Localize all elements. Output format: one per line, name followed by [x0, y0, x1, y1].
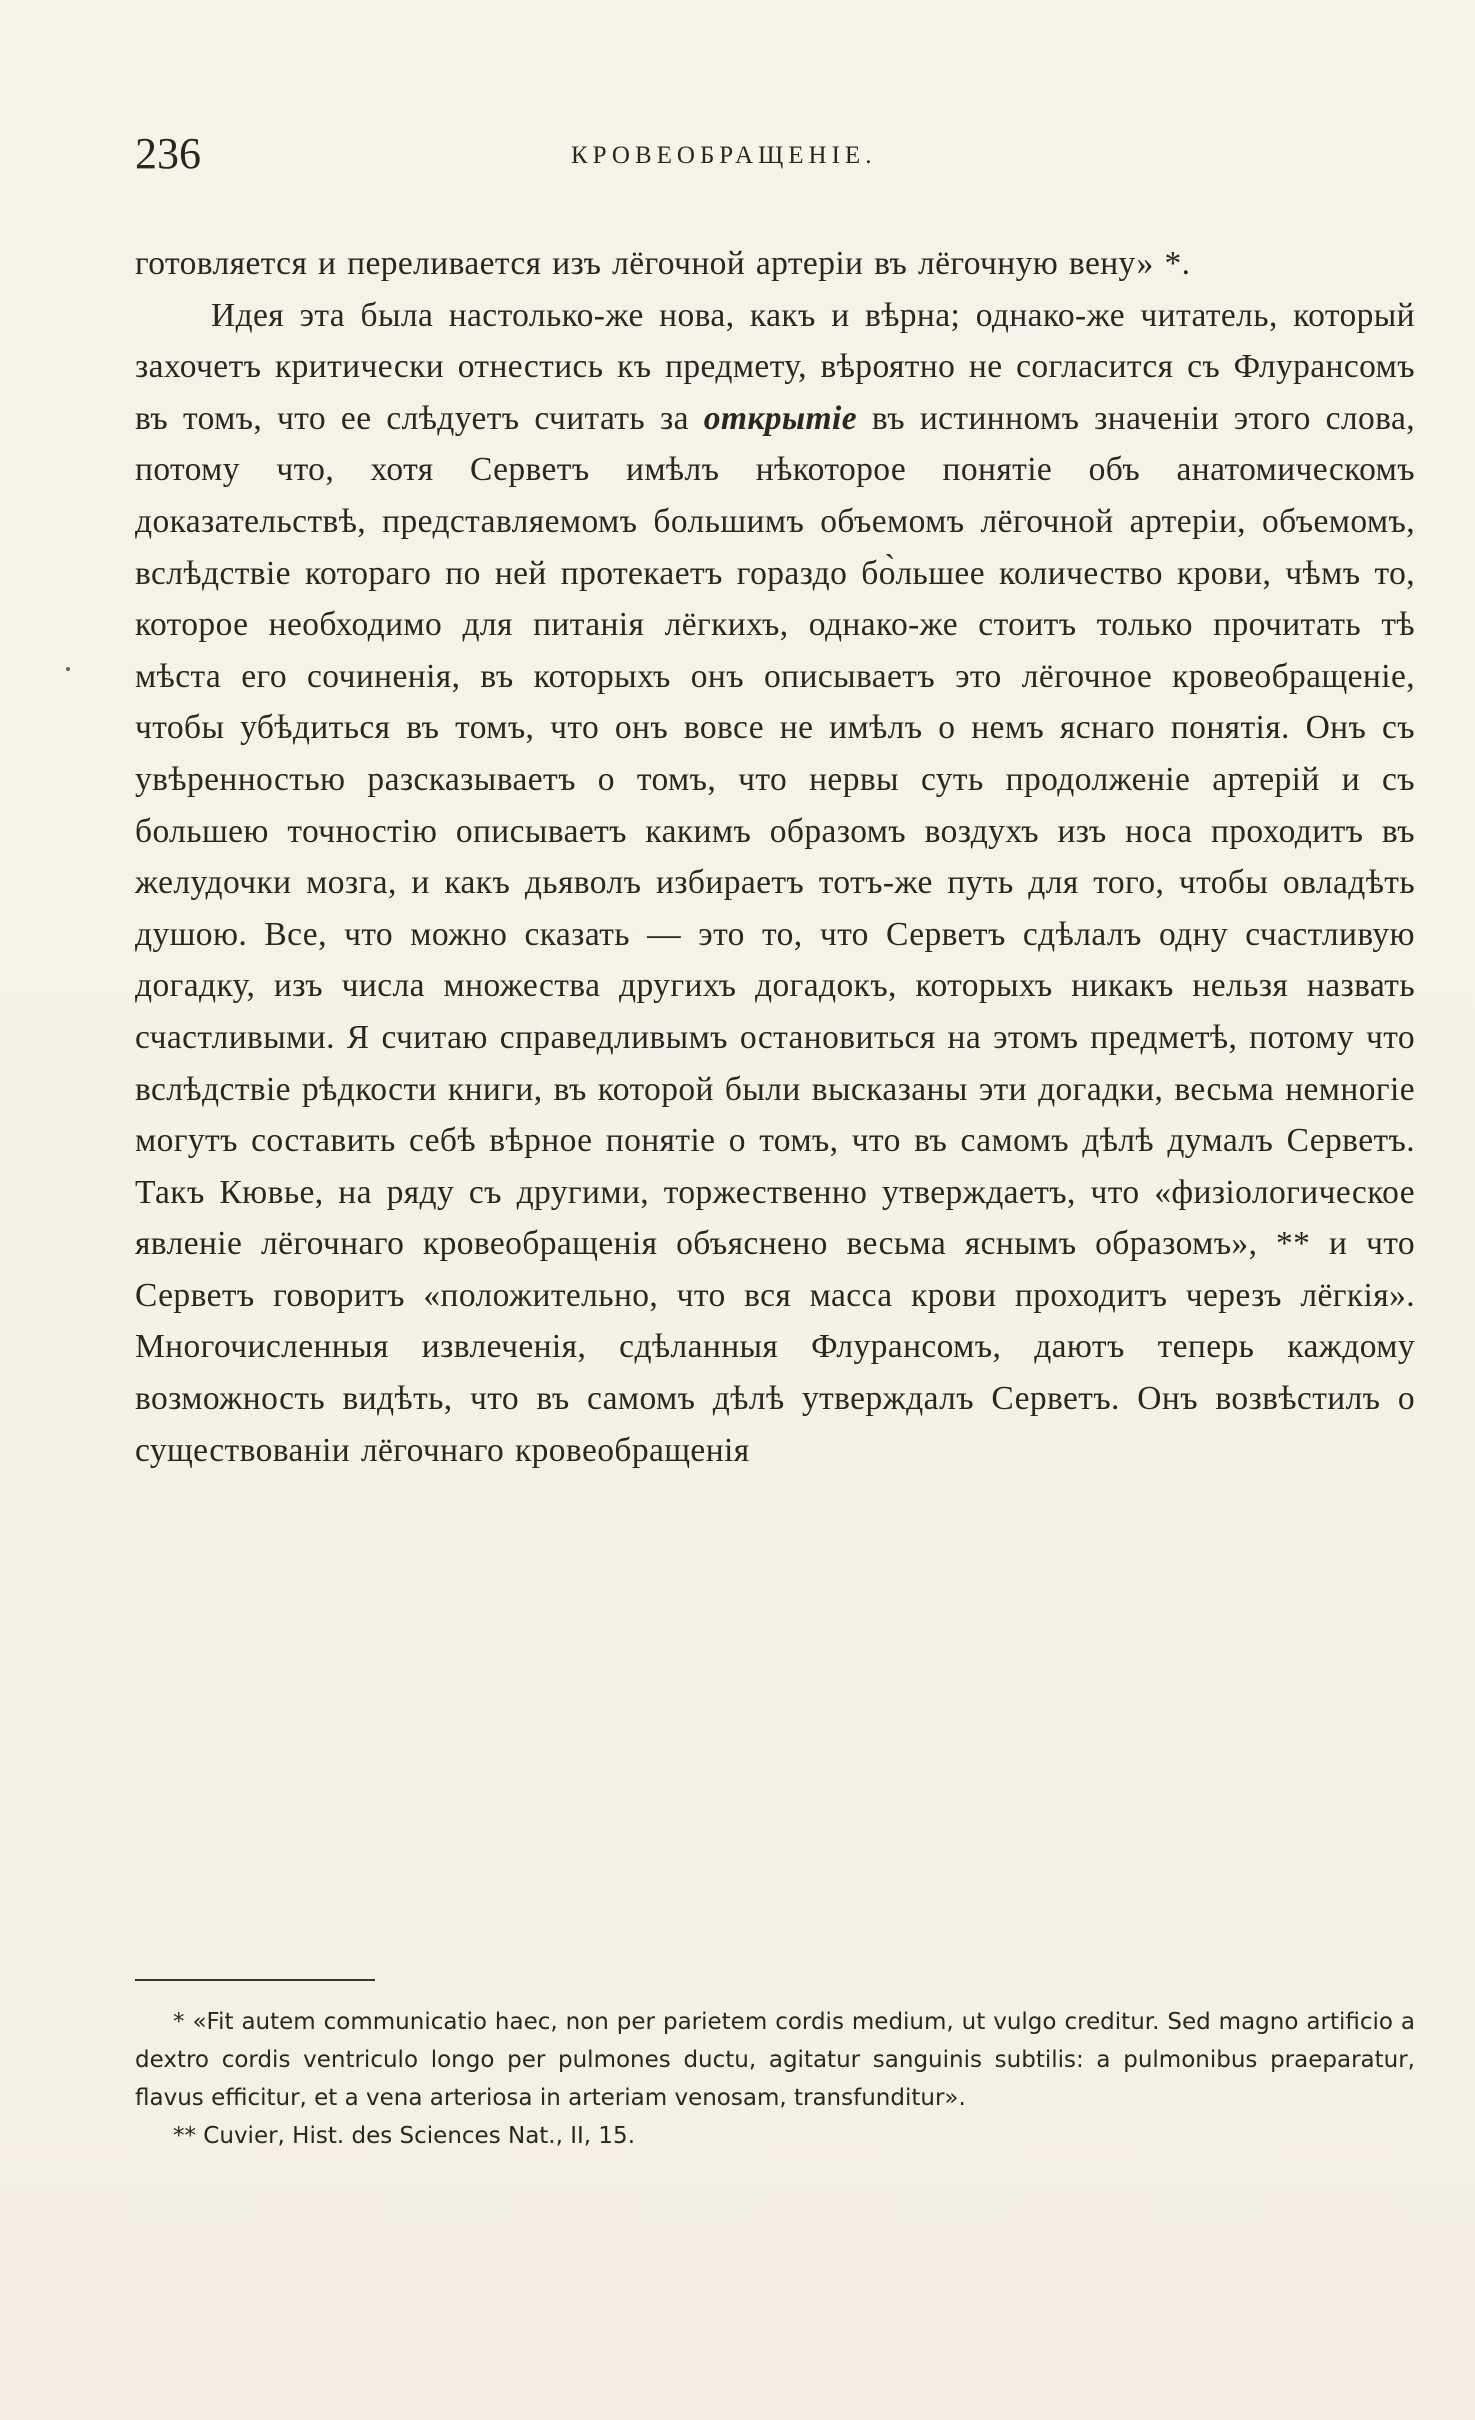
paragraph	[135, 290, 1415, 1477]
footnote-separator	[135, 1979, 375, 1981]
paragraph-continuation: готовляется и переливается изъ лёгочной артеріи въ лёгочную вену» *.	[135, 245, 1191, 282]
page-header	[135, 128, 1415, 188]
margin-mark	[66, 667, 70, 671]
main-text	[135, 238, 1415, 1476]
paragraph-text-b: въ истинномъ значеніи этого слова, потому что, хотя Серветъ имѣлъ нѣкоторое понятіе объ анатомическомъ доказательствѣ, представляемомъ большимъ объемомъ лёгочной артеріи, объемомъ, вслѣдствіе котораго по ней протекаетъ гораздо бо̀льшее количество крови, чѣмъ то, которое необходимо для питанія лёгкихъ, однако-же стоитъ только прочитать тѣ мѣста его сочиненія, въ которыхъ онъ описываетъ это лёгочное кровеобращеніе, чтобы убѣдиться въ томъ, что онъ вовсе не имѣлъ о немъ яснаго понятія. Онъ съ увѣренностью разсказываетъ о томъ, что нервы суть продолженіе артерій и съ большею точностію описываетъ какимъ образомъ воздухъ изъ носа проходитъ въ желудочки мозга, и какъ дьяволъ избираетъ тотъ-же путь для того, чтобы овладѣть душою. Все, что можно сказать — это то, что Серветъ сдѣлалъ одну счастливую догадку, изъ числа множества другихъ догадокъ, которыхъ никакъ нельзя назвать счастливыми. Я считаю справедливымъ остановиться на этомъ предметѣ, потому что вслѣдствіе рѣдкости книги, въ которой были высказаны эти догадки, весьма немногіе могутъ составить себѣ вѣрное понятіе о томъ, что въ самомъ дѣлѣ думалъ Серветъ. Такъ Кювье, на ряду съ другими, торжественно утверждаетъ, что «физіологическое явленіе лёгочнаго кровеобращенія объяснено весьма яснымъ образомъ», ** и что Серветъ говоритъ «положительно, что вся масса крови проходитъ черезъ лёгкія». Многочисленныя извлеченія, сдѣланныя Флурансомъ, даютъ теперь каждому возможность видѣть, что въ самомъ дѣлѣ утверждалъ Серветъ. Онъ возвѣстилъ о существованіи лёгочнаго кровеобращенія	[135, 399, 1416, 1469]
footnote-2: ** Cuvier, Hist. des Sciences Nat., II, 15.	[173, 2123, 635, 2149]
page-number: 236	[135, 129, 201, 178]
running-head: КРОВЕОБРАЩЕНІЕ.	[571, 142, 877, 169]
emphasized-word: открытіе	[703, 399, 857, 437]
paragraph-text-a: Идея эта была настолько-же нова, какъ и вѣрна; однако-же читатель, который захочетъ критически отнестись къ предмету, вѣроятно не согласится съ Флурансомъ въ томъ, что ее слѣдуетъ считать за	[135, 296, 1415, 437]
footnote-1: * «Fit autem communicatio haec, non per parietem cordis medium, ut vulgo creditur. Sed magno artificio a dextro cordis ventriculo longo per pulmones ductu, agitatur sanguinis subtilis: a pulmonibus praeparatur, flavus efficitur, et a vena arteriosa in arteriam venosam, transfunditur».	[135, 2009, 1415, 2111]
footnotes	[135, 2003, 1415, 2155]
